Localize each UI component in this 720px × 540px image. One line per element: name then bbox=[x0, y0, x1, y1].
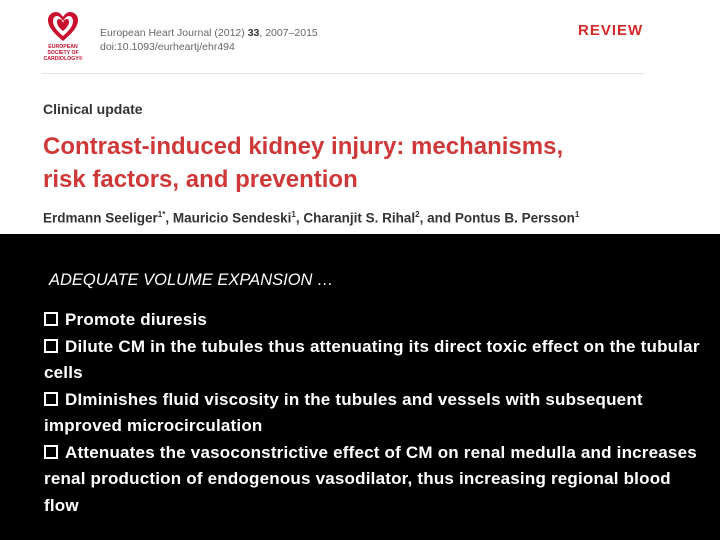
article-header bbox=[0, 0, 720, 234]
author-name: Mauricio Sendeski bbox=[172, 210, 292, 226]
article-title bbox=[43, 130, 683, 196]
author-separator: , and bbox=[419, 210, 455, 226]
author-name: Charanjit S. Rihal bbox=[303, 210, 416, 226]
author-affiliation: 2 bbox=[415, 210, 420, 219]
doi: doi:10.1093/eurheartj/ehr494 bbox=[100, 41, 235, 53]
heart-logo-icon bbox=[46, 10, 80, 44]
bullet-item bbox=[44, 307, 704, 334]
author-separator: , bbox=[165, 210, 173, 226]
checkbox-square-icon bbox=[44, 312, 58, 326]
esc-logo bbox=[38, 10, 88, 66]
section-label: Clinical update bbox=[43, 101, 143, 117]
bullet-text: DIminishes fluid viscosity in the tubules and vessels with subsequent improved microcirculation bbox=[44, 389, 643, 435]
checkbox-square-icon bbox=[44, 339, 58, 353]
title-line: Contrast-induced kidney injury: mechanisms, bbox=[43, 133, 564, 160]
author-affiliation: 1* bbox=[157, 210, 166, 219]
author-name: Erdmann Seeliger bbox=[43, 210, 158, 226]
author-list bbox=[43, 210, 579, 226]
bullet-item bbox=[44, 334, 704, 387]
author-separator: , bbox=[295, 210, 304, 226]
author-affiliation: 1 bbox=[291, 210, 296, 219]
journal-pages: , 2007–2015 bbox=[259, 27, 318, 39]
checkbox-square-icon bbox=[44, 445, 58, 459]
journal-name: European Heart Journal (2012) bbox=[100, 27, 245, 39]
bullet-item bbox=[44, 387, 704, 440]
header-divider bbox=[42, 73, 644, 74]
title-line: risk factors, and prevention bbox=[43, 166, 358, 193]
logo-text bbox=[38, 44, 88, 62]
author-affiliation: 1 bbox=[574, 210, 580, 219]
logo-text-line: EUROPEAN bbox=[48, 44, 78, 50]
author-name: Pontus B. Persson bbox=[454, 210, 575, 226]
slide-lead: ADEQUATE VOLUME EXPANSION … bbox=[49, 271, 334, 289]
bullet-list bbox=[44, 307, 704, 519]
logo-text-line: CARDIOLOGY® bbox=[43, 56, 83, 62]
logo-text-line: SOCIETY OF bbox=[47, 50, 79, 56]
bullet-item bbox=[44, 440, 704, 520]
review-badge: REVIEW bbox=[578, 22, 644, 39]
journal-citation bbox=[100, 27, 318, 39]
bullet-text: Attenuates the vasoconstrictive effect of CM on renal medulla and increases renal production of endogenous vasodilator, thus increasing regional blood flow bbox=[44, 442, 697, 515]
bullet-text: Dilute CM in the tubules thus attenuating its direct toxic effect on the tubular cells bbox=[44, 336, 700, 382]
journal-volume: 33 bbox=[247, 27, 260, 39]
checkbox-square-icon bbox=[44, 392, 58, 406]
bullet-text: Promote diuresis bbox=[65, 310, 208, 329]
